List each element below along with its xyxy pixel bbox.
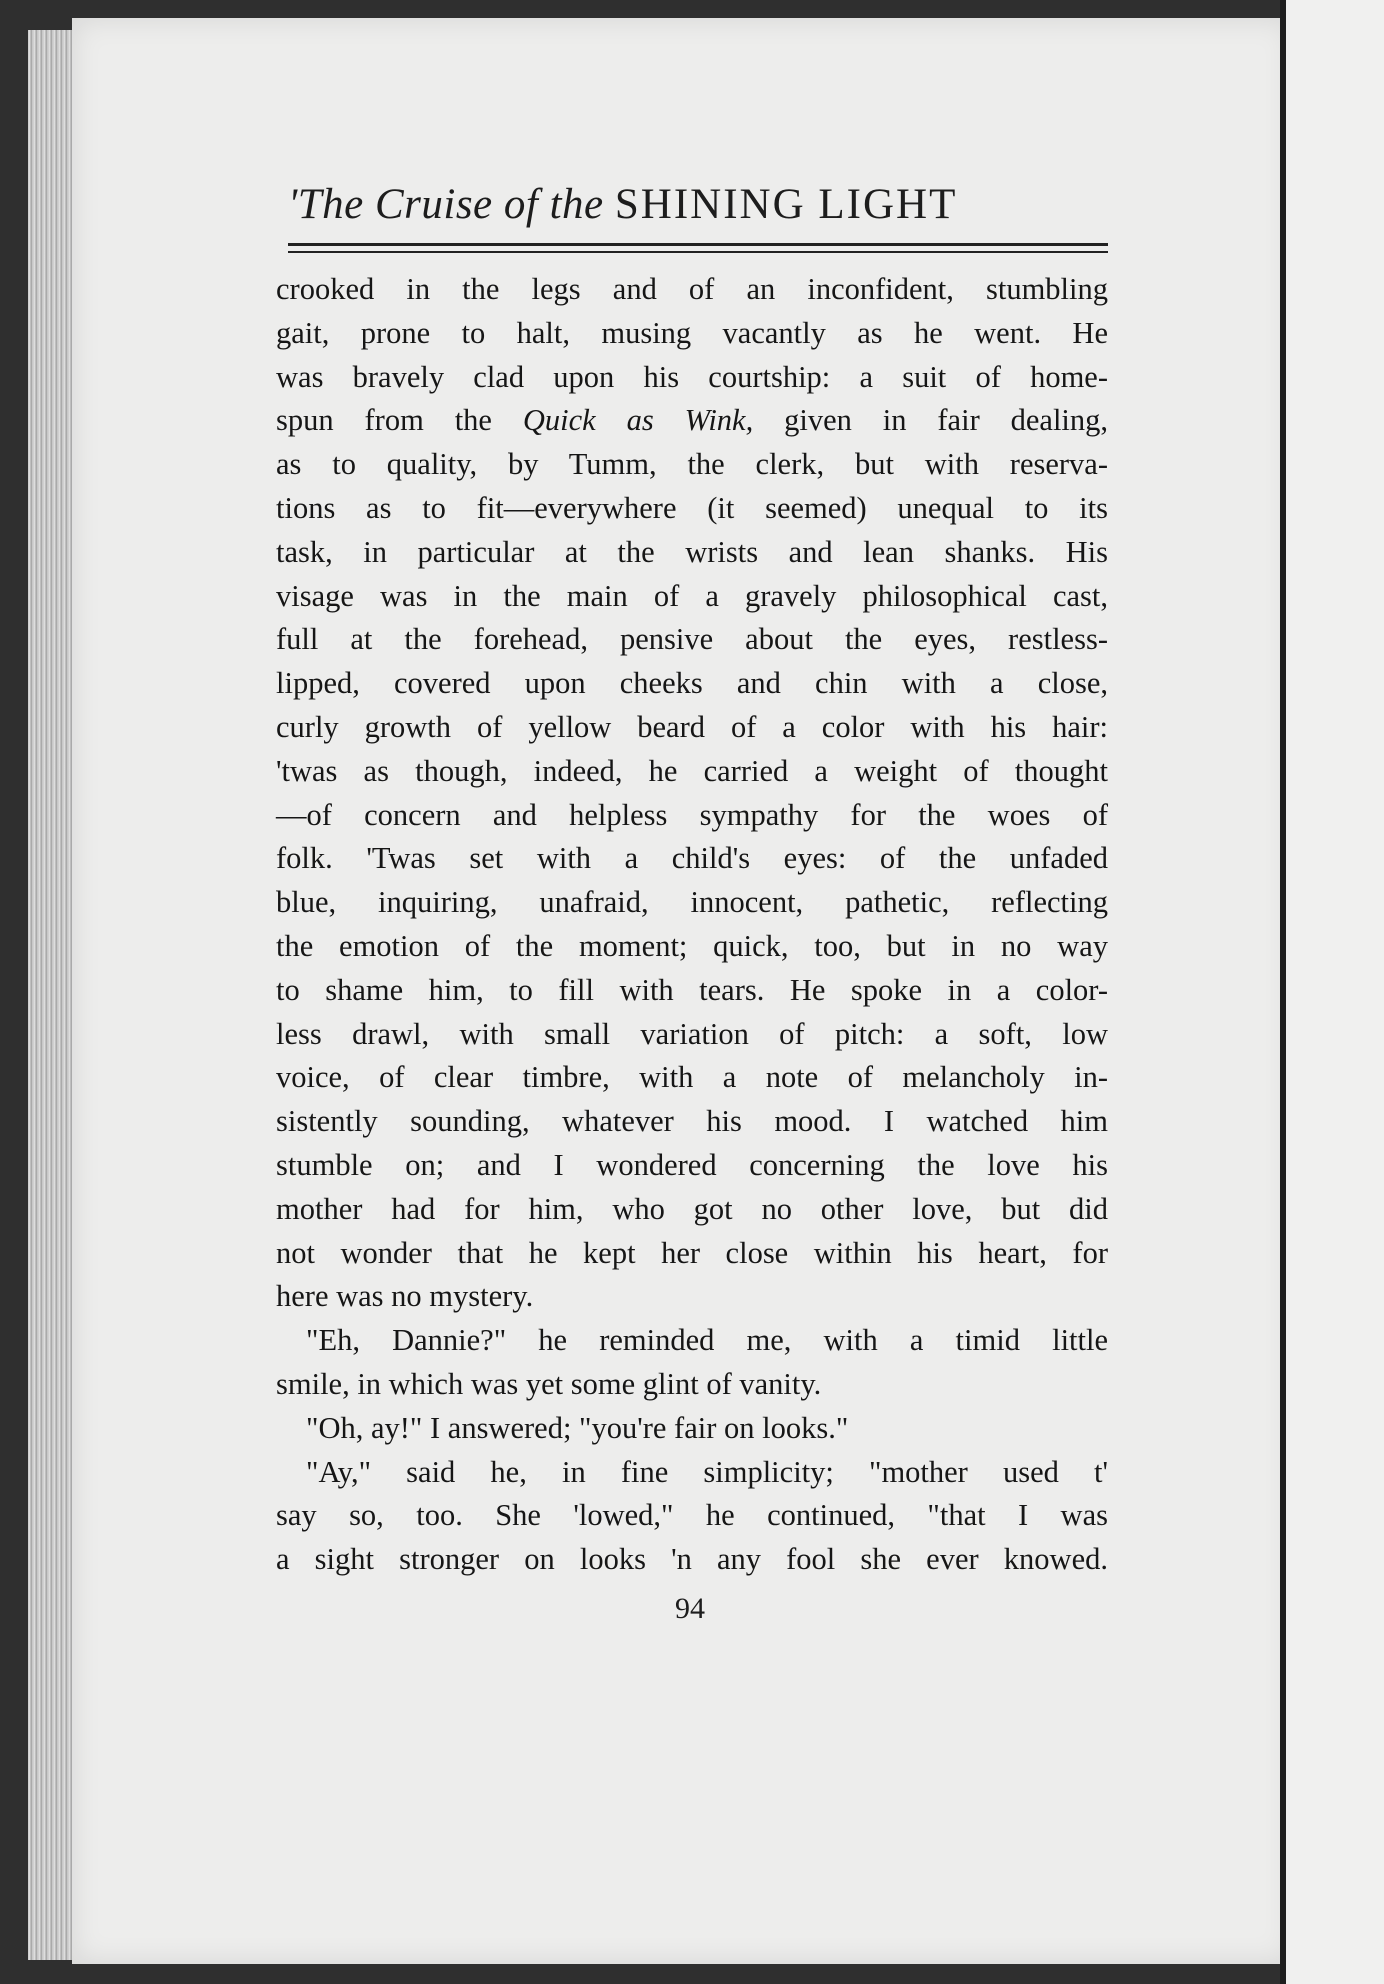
running-head-title-caps: SHINING LIGHT <box>614 181 958 228</box>
text-line: 'twas as though, indeed, he carried a weight of thought <box>276 753 1108 788</box>
text-line: "Ay," said he, in fine simplicity; "mother used t' <box>306 1454 1108 1489</box>
text-line: full at the forehead, pensive about the eyes, restless- <box>276 622 1108 657</box>
text-line: less drawl, with small variation of pitch: a soft, low <box>276 1016 1108 1051</box>
text-line: the emotion of the moment; quick, too, but in no way <box>276 928 1108 963</box>
text-line: as to quality, by Tumm, the clerk, but with reserva- <box>276 447 1108 482</box>
ship-name: Quick as Wink, <box>522 403 754 438</box>
running-head-mark: ' <box>288 181 298 228</box>
text-line: folk. 'Twas set with a child's eyes: of the unfaded <box>276 841 1108 876</box>
text-line: here was no mystery. <box>276 1279 534 1314</box>
text-line: not wonder that he kept her close within his heart, for <box>276 1235 1108 1270</box>
text-line: task, in particular at the wrists and lean shanks. His <box>276 534 1108 569</box>
book-page-edges <box>28 30 74 1960</box>
text-line: blue, inquiring, unafraid, innocent, pathetic, reflecting <box>276 885 1108 920</box>
page-number: 94 <box>675 1592 705 1625</box>
text-fragment: given in fair dealing, <box>784 403 1109 438</box>
text-line: mother had for him, who got no other love, but did <box>276 1191 1108 1226</box>
text-line: smile, in which was yet some glint of vanity. <box>276 1366 822 1401</box>
text-line: was bravely clad upon his courtship: a suit of home- <box>276 359 1108 394</box>
running-head-title-italic: The Cruise of the <box>297 181 604 228</box>
body-text <box>276 268 1108 1582</box>
text-line: to shame him, to fill with tears. He spoke in a color- <box>276 972 1108 1007</box>
text-line: lipped, covered upon cheeks and chin with a close, <box>276 666 1108 701</box>
text-line: say so, too. She 'lowed," he continued, "that I was <box>276 1498 1108 1533</box>
text-line: a sight stronger on looks 'n any fool she ever knowed. <box>276 1542 1108 1577</box>
text-line: voice, of clear timbre, with a note of melancholy in- <box>276 1060 1108 1095</box>
text-line: tions as to fit—everywhere (it seemed) unequal to its <box>276 490 1108 525</box>
text-line: crooked in the legs and of an inconfident, stumbling <box>276 272 1108 306</box>
facing-page-edge <box>1280 0 1384 1984</box>
text-line: sistently sounding, whatever his mood. I watched him <box>276 1104 1108 1139</box>
text-line: stumble on; and I wondered concerning the love his <box>276 1147 1108 1182</box>
text-line: "Oh, ay!" I answered; "you're fair on looks." <box>306 1410 849 1445</box>
running-head <box>288 180 1108 229</box>
text-fragment: spun from the <box>276 403 492 438</box>
text-line: visage was in the main of a gravely philosophical cast, <box>276 578 1108 613</box>
text-line: gait, prone to halt, musing vacantly as he went. He <box>276 315 1108 350</box>
text-line: —of concern and helpless sympathy for the woes of <box>276 797 1108 832</box>
text-line: curly growth of yellow beard of a color with his hair: <box>276 709 1108 744</box>
running-head-rule <box>288 243 1108 253</box>
text-line <box>276 399 1108 443</box>
text-line: "Eh, Dannie?" he reminded me, with a timid little <box>306 1323 1108 1358</box>
